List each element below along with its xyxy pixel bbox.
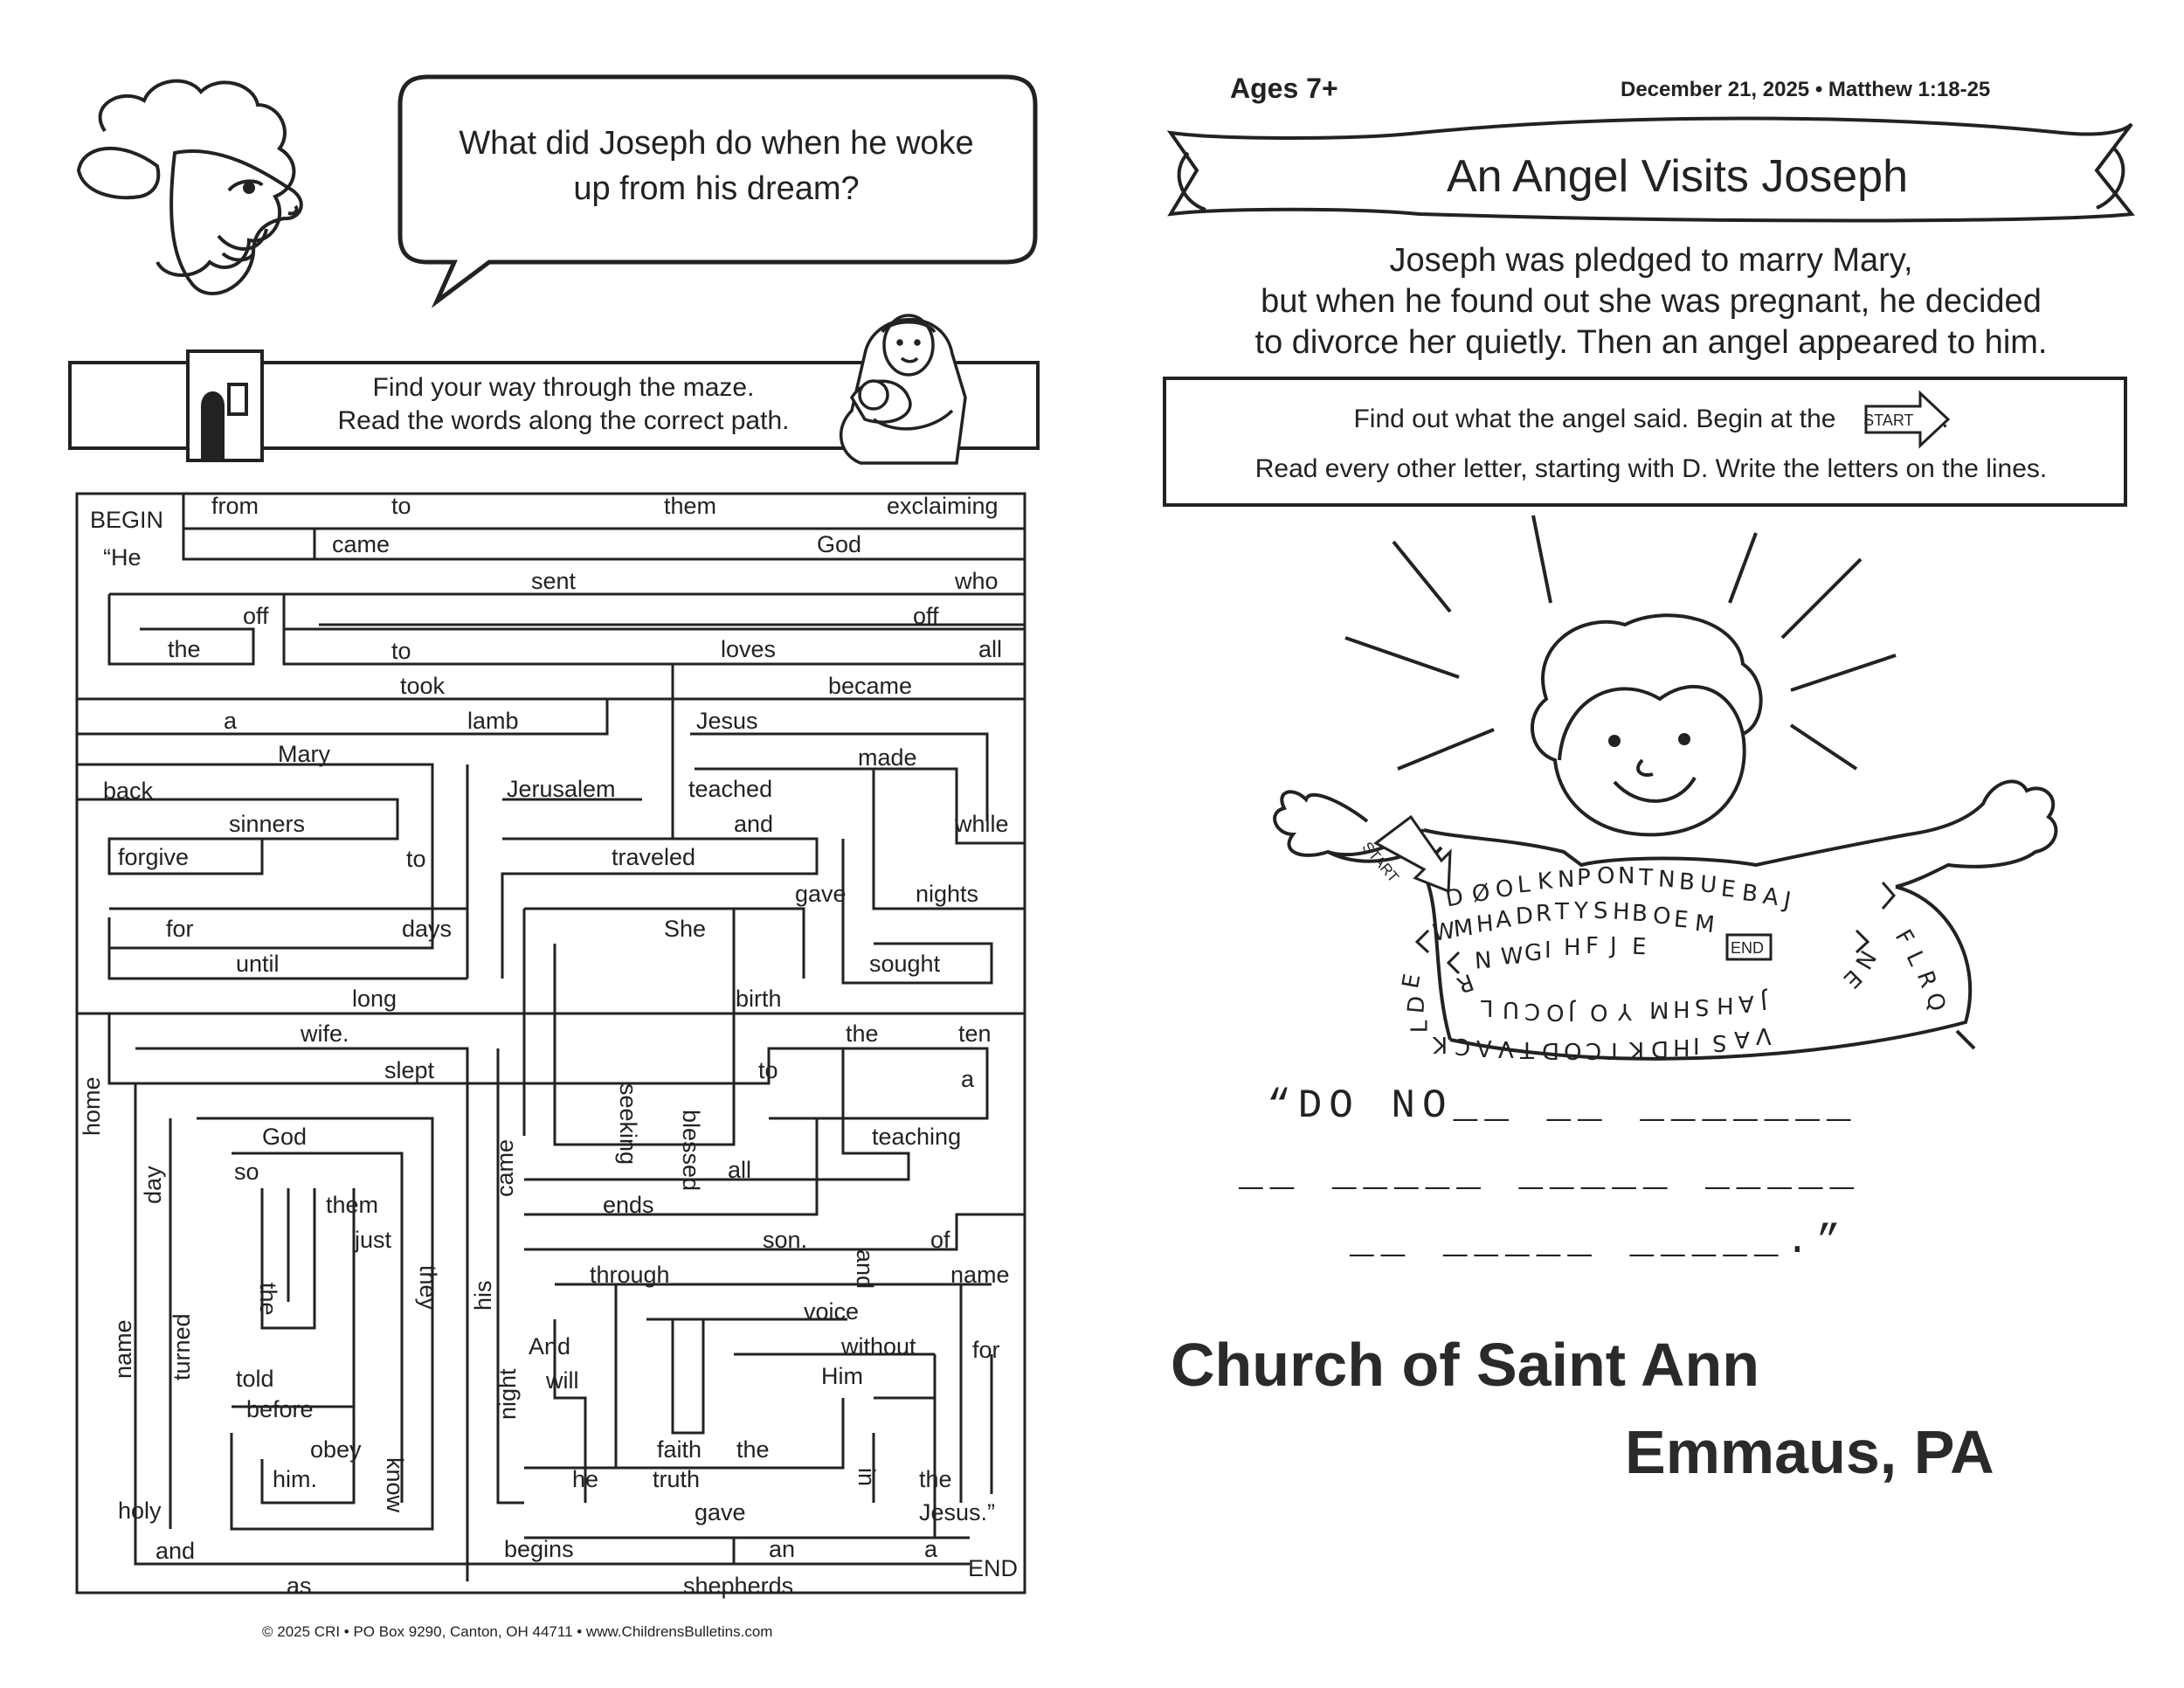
maze-word-vertical: came [492, 1138, 518, 1197]
instruction-1a: Find out what the angel said. Begin at the [1353, 405, 1836, 433]
instruction-line-1 [1171, 395, 2132, 445]
shirt-letter: U [1698, 871, 1718, 899]
maze-word: while [955, 811, 1009, 837]
shirt-letter: W [1431, 917, 1457, 947]
shirt-letter: E [1719, 875, 1737, 903]
shirt-letter: F [1889, 925, 1919, 950]
maze-word: BEGIN [90, 507, 164, 533]
intro-line-3: to divorce her quietly. Then an angel appeared to him. [1254, 324, 2048, 361]
maze-word: an [769, 1536, 796, 1562]
shirt-letter: K [1629, 1036, 1645, 1062]
shirt-letter: S [1712, 1029, 1727, 1055]
shirt-letter: J [1759, 986, 1768, 1014]
shirt-letter: N [1557, 866, 1575, 894]
maze-word: And [529, 1333, 571, 1359]
mary-baby-icon [841, 315, 965, 463]
shirt-letter: K [1433, 1031, 1448, 1057]
shirt-letter: J [1568, 999, 1575, 1025]
shirt-letter: S [1695, 993, 1710, 1020]
shirt-letter: D [1515, 903, 1534, 930]
shirt-letter: I [1545, 937, 1552, 964]
shirt-letter: H [1612, 898, 1631, 926]
shirt-letter: O [1651, 903, 1672, 930]
shirt-letter: M [1649, 996, 1669, 1022]
answer-line-2[interactable]: __ _____ _____ _____ [1239, 1152, 1862, 1197]
maze-word: ends [603, 1192, 654, 1218]
maze-word: before [246, 1396, 314, 1422]
shirt-letter: R [1911, 967, 1942, 992]
maze-word: teached [688, 776, 773, 802]
shirt-letter: H [1717, 992, 1734, 1018]
maze-word: the [168, 636, 201, 662]
door-icon [188, 351, 262, 460]
maze-word: to [391, 638, 411, 664]
shirt-letter: R [1453, 967, 1477, 999]
story-intro [1171, 240, 2132, 363]
maze-word: as [287, 1573, 312, 1599]
maze-word: “He [103, 544, 142, 571]
shirt-letter: Ø [1470, 879, 1492, 909]
maze-word: holy [118, 1498, 162, 1524]
maze-word: gave [695, 1499, 746, 1525]
maze-word: END [968, 1555, 1019, 1581]
shirt-letter: E [1398, 972, 1427, 991]
maze-word: lamb [467, 708, 519, 734]
maze-word: teaching [872, 1124, 962, 1150]
maze-word: all [978, 636, 1003, 662]
maze-word: back [103, 778, 154, 804]
maze-word: told [236, 1366, 274, 1392]
maze-word: voice [804, 1298, 860, 1325]
shirt-letter: U [1503, 996, 1520, 1022]
maze-word: forgive [118, 844, 190, 870]
maze-word-vertical: turned [169, 1313, 195, 1380]
shirt-letter: H [1673, 1034, 1690, 1060]
shirt-letter: O [1597, 863, 1615, 889]
shirt-letter: A [1734, 1026, 1750, 1052]
page-title: An Angel Visits Joseph [1446, 151, 1909, 202]
start-label: START [1863, 412, 1914, 430]
maze-word: a [924, 1536, 938, 1562]
maze-word-vertical: and [852, 1249, 878, 1290]
maze-word-vertical: in [854, 1468, 880, 1487]
maze-word: and [734, 811, 774, 837]
angel-start-label: START [1358, 839, 1402, 886]
maze-word: exclaiming [887, 493, 999, 519]
shirt-letter: Y [1618, 998, 1632, 1024]
answer-line-1[interactable]: “DO NO__ __ _______ [1267, 1083, 1858, 1129]
shirt-letter: O [1564, 1037, 1582, 1063]
maze-word-vertical: blessed [678, 1110, 704, 1192]
shirt-letter: O [1494, 875, 1515, 903]
maze-instructions [271, 371, 856, 438]
maze-question: What did Joseph do when he woke up from his dream? [459, 125, 974, 207]
date-reference: December 21, 2025 • Matthew 1:18-25 [1621, 78, 1991, 101]
maze [77, 494, 1025, 1593]
maze-word: through [590, 1262, 670, 1288]
maze-word: of [930, 1227, 950, 1253]
shirt-letter: R [1535, 900, 1552, 928]
shirt-letter: T [1520, 1036, 1534, 1062]
maze-instruction-line-1: Find your way through the maze. [372, 373, 755, 402]
shirt-letter: C [1524, 998, 1541, 1024]
shirt-letter: P [1577, 865, 1591, 891]
instruction-1b: . [1941, 405, 1949, 433]
shirt-letter: N [1618, 863, 1635, 889]
shirt-letter: L [1481, 994, 1494, 1020]
shirt-letter: G [1524, 939, 1543, 967]
maze-word: just [355, 1227, 392, 1253]
shirt-letter: H [1673, 995, 1690, 1021]
maze-word: Him [821, 1363, 863, 1389]
maze-word: who [955, 568, 999, 594]
maze-word: slept [384, 1057, 435, 1083]
maze-word: to [391, 493, 411, 519]
shirt-letter: Q [1920, 990, 1951, 1014]
shirt-letter: O [1590, 999, 1608, 1025]
maze-word: and [156, 1538, 196, 1564]
shirt-letter: D [1542, 1037, 1560, 1063]
shirt-letter: V [1498, 1035, 1514, 1062]
maze-word-vertical: know [382, 1457, 408, 1513]
maze-word: took [400, 673, 446, 699]
shirt-letter: D [1443, 883, 1466, 913]
shirt-letter: A [1494, 906, 1512, 934]
copyright: © 2025 CRI • PO Box 9290, Canton, OH 44711 • www.ChildrensBulletins.com [262, 1623, 773, 1640]
shirt-letter: A [1760, 882, 1780, 912]
shirt-letter: F [1586, 933, 1599, 959]
maze-instruction-line-2: Read the words along the correct path. [337, 406, 790, 435]
shirt-letter: J [1610, 933, 1617, 959]
shirt-letter: H [1564, 935, 1581, 961]
maze-word: him. [273, 1466, 318, 1492]
maze-word: God [262, 1124, 308, 1150]
maze-word: will [546, 1367, 579, 1394]
shirt-letter: M [1452, 914, 1475, 944]
shirt-letter: K [1536, 868, 1554, 896]
shirt-letter: C [1586, 1037, 1602, 1063]
maze-word: name [950, 1262, 1010, 1288]
shirt-letter: T [1607, 1037, 1621, 1063]
instruction-line-2: Read every other letter, starting with D. Write the letters on the lines. [1254, 454, 2048, 484]
shirt-letter: A [1476, 1034, 1492, 1061]
intro-line-1: Joseph was pledged to marry Mary, [1389, 242, 1913, 279]
maze-word: came [332, 531, 390, 557]
maze-word: traveled [612, 844, 696, 870]
shirt-letter: L [1406, 1020, 1434, 1034]
shirt-letter: V [1756, 1022, 1772, 1048]
maze-word: birth [736, 986, 782, 1012]
maze-word: days [402, 916, 453, 942]
shirt-letter: E [1837, 964, 1867, 993]
puzzle-instructions [1171, 395, 2132, 494]
maze-word: for [166, 916, 194, 942]
maze-word: a [961, 1066, 975, 1092]
maze-word: son. [763, 1227, 808, 1253]
maze-word: wife. [301, 1020, 349, 1047]
maze-word: loves [721, 636, 777, 662]
maze-word-vertical: seeking [615, 1083, 641, 1166]
maze-word: them [326, 1192, 379, 1218]
maze-word: She [664, 916, 707, 942]
maze-word: for [972, 1337, 1000, 1363]
shirt-letter: D [1651, 1035, 1669, 1062]
shirt-letter: M [1693, 910, 1716, 939]
shirt-letter: C [1455, 1033, 1471, 1059]
intro-line-2: but when he found out she was pregnant, he decided [1261, 283, 2042, 320]
maze-word: the [846, 1020, 879, 1047]
end-label: END [1731, 939, 1765, 957]
shirt-letter: D [1403, 994, 1431, 1015]
maze-word: without [841, 1333, 916, 1359]
maze-word: begins [504, 1536, 574, 1562]
maze-word: sinners [229, 811, 306, 837]
shirt-letter: I [1693, 1032, 1700, 1058]
maze-word: the [736, 1436, 770, 1463]
maze-word: ten [958, 1020, 992, 1047]
maze-word: sought [869, 951, 941, 977]
maze-word: all [728, 1157, 752, 1183]
sheep-icon [79, 81, 301, 294]
maze-word: God [817, 531, 862, 557]
shirt-letter: B [1677, 868, 1696, 896]
shirt-letter: L [1900, 947, 1930, 970]
maze-word: nights [916, 881, 979, 907]
shirt-letter: T [1638, 864, 1654, 892]
shirt-letter: T [1555, 899, 1569, 925]
maze-word-vertical: the [255, 1283, 281, 1316]
shirt-letter: N [1657, 866, 1676, 894]
shirt-letter: E [1631, 933, 1647, 961]
shirt-letter: H [1475, 910, 1495, 938]
maze-word: Mary [278, 741, 330, 767]
maze-word-vertical: day [140, 1166, 166, 1204]
maze-word: until [236, 951, 280, 977]
maze-word-vertical: they [415, 1265, 441, 1311]
shirt-letter: Y [1574, 898, 1588, 924]
shirt-letter: J [1781, 887, 1794, 915]
maze-word: faith [657, 1436, 702, 1463]
shirt-letter: W [1500, 943, 1524, 971]
shirt-letter: B [1631, 900, 1648, 928]
age-label: Ages 7+ [1230, 73, 1338, 104]
church-name: Church of Saint Ann [1171, 1331, 1760, 1399]
maze-word: them [664, 493, 717, 519]
maze-word: from [211, 493, 259, 519]
shirt-letter: S [1593, 898, 1608, 924]
maze-word: the [919, 1466, 952, 1492]
maze-word: a [224, 708, 238, 734]
maze-word: off [243, 603, 269, 629]
maze-word: Jesus [696, 708, 758, 734]
maze-word: so [234, 1159, 259, 1185]
maze-word: became [828, 673, 913, 699]
maze-word: gave [795, 881, 847, 907]
shirt-letter: B [1740, 880, 1759, 908]
maze-word-vertical: name [110, 1319, 136, 1379]
maze-word-vertical: his [470, 1280, 496, 1311]
shirt-letter: O [1546, 999, 1565, 1025]
maze-word: Jesus.” [919, 1499, 996, 1525]
maze-word: long [352, 986, 397, 1012]
maze-word: shepherds [683, 1573, 794, 1599]
maze-word-vertical: home [79, 1076, 105, 1136]
maze-word: Jerusalem [507, 776, 616, 802]
church-location: Emmaus, PA [1625, 1418, 1994, 1486]
maze-word: made [858, 744, 917, 771]
maze-word: off [913, 603, 939, 629]
shirt-letter: N [1473, 947, 1493, 975]
maze-word: obey [310, 1436, 362, 1463]
maze-word: he [572, 1466, 599, 1492]
answer-line-3[interactable]: __ _____ _____.” [1350, 1219, 1848, 1264]
maze-word: to [406, 846, 426, 872]
shirt-letter: N [1849, 945, 1881, 973]
maze-word: to [758, 1057, 778, 1083]
shirt-letter: E [1672, 906, 1690, 934]
maze-word-vertical: night [494, 1368, 521, 1420]
maze-word: sent [531, 568, 577, 594]
maze-word: truth [653, 1466, 701, 1492]
shirt-letter: L [1516, 871, 1531, 899]
shirt-letter: A [1738, 989, 1755, 1017]
